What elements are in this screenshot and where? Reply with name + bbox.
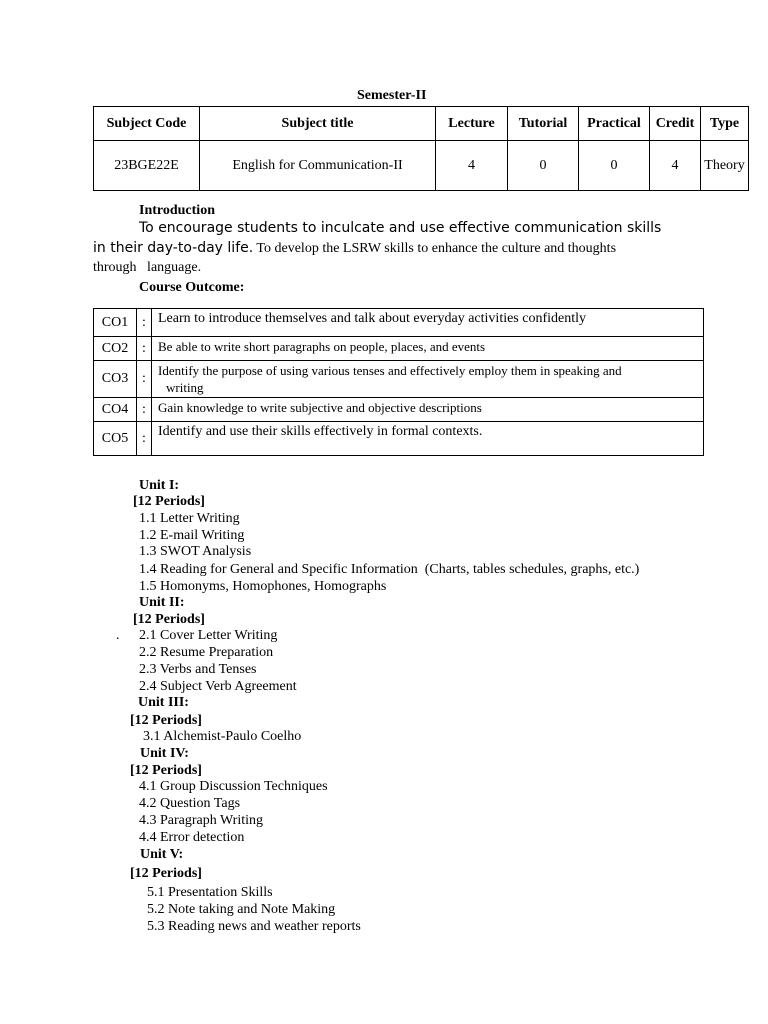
course-outcome-heading: Course Outcome: — [139, 280, 245, 295]
unit-4-periods: [12 Periods] — [130, 763, 202, 778]
unit-5-item: 5.3 Reading news and weather reports — [147, 919, 361, 934]
co-colon: : — [137, 309, 152, 337]
header-tutorial: Tutorial — [508, 107, 579, 141]
header-subject-title: Subject title — [200, 107, 436, 141]
unit-2-item: 2.1 Cover Letter Writing — [139, 628, 278, 643]
unit-4-item: 4.1 Group Discussion Techniques — [139, 779, 328, 794]
unit-4-item: 4.3 Paragraph Writing — [139, 813, 263, 828]
header-practical: Practical — [579, 107, 650, 141]
unit-1-item: 1.4 Reading for General and Specific Information (Charts, tables schedules, graphs, etc.) — [139, 562, 640, 577]
co-code: CO4 — [94, 398, 137, 422]
subject-table-header-row — [94, 107, 749, 141]
co-colon: : — [137, 422, 152, 456]
co-description: Learn to introduce themselves and talk about everyday activities confidently — [152, 309, 704, 337]
cell-subject-code: 23BGE22E — [94, 141, 200, 191]
co-description: Gain knowledge to write subjective and objective descriptions — [152, 398, 704, 422]
co-code: CO5 — [94, 422, 137, 456]
co-row — [94, 337, 704, 361]
unit-1-item: 1.3 SWOT Analysis — [139, 544, 252, 559]
unit-2-item: 2.2 Resume Preparation — [139, 645, 274, 660]
introduction-heading: Introduction — [139, 203, 215, 218]
cell-subject-title: English for Communication-II — [200, 141, 436, 191]
co-colon: : — [137, 337, 152, 361]
cell-lecture: 4 — [436, 141, 508, 191]
unit-5-item: 5.1 Presentation Skills — [147, 885, 273, 900]
header-type: Type — [701, 107, 749, 141]
co-description: Be able to write short paragraphs on people, places, and events — [152, 337, 704, 361]
unit-4-item: 4.2 Question Tags — [139, 796, 241, 811]
co-row — [94, 398, 704, 422]
unit-2-item: 2.4 Subject Verb Agreement — [139, 679, 297, 694]
unit-1-periods: [12 Periods] — [133, 494, 205, 509]
cell-practical: 0 — [579, 141, 650, 191]
subject-table-row — [94, 141, 749, 191]
co-description — [152, 361, 704, 398]
introduction-line-2b: To develop the LSRW skills to enhance the culture and thoughts — [253, 241, 617, 256]
co-code: CO2 — [94, 337, 137, 361]
co-row — [94, 361, 704, 398]
co-colon: : — [137, 361, 152, 398]
subject-table — [93, 106, 749, 191]
introduction-line-1: To encourage students to inculcate and use effective communication skills — [139, 220, 662, 236]
cell-tutorial: 0 — [508, 141, 579, 191]
unit-4-title: Unit IV: — [140, 746, 189, 761]
unit-3-periods: [12 Periods] — [130, 713, 202, 728]
introduction-line-2 — [93, 240, 616, 257]
unit-4-item: 4.4 Error detection — [139, 830, 245, 845]
unit-1-item: 1.1 Letter Writing — [139, 511, 240, 526]
co-description-line-1: Identify the purpose of using various tenses and effectively employ them in speaking and — [158, 363, 622, 378]
unit-3-title: Unit III: — [138, 695, 189, 710]
unit-2-item: 2.3 Verbs and Tenses — [139, 662, 257, 677]
co-row — [94, 309, 704, 337]
header-subject-code: Subject Code — [94, 107, 200, 141]
unit-5-periods: [12 Periods] — [130, 866, 202, 881]
unit-1-item: 1.5 Homonyms, Homophones, Homographs — [139, 579, 387, 594]
semester-title: Semester-II — [357, 88, 427, 103]
unit-1-title: Unit I: — [139, 478, 180, 493]
introduction-line-3: through language. — [93, 260, 202, 275]
co-code: CO3 — [94, 361, 137, 398]
header-credit: Credit — [650, 107, 701, 141]
stray-dot: . — [116, 628, 120, 643]
co-description: Identify and use their skills effectively in formal contexts. — [152, 422, 704, 456]
unit-2-periods: [12 Periods] — [133, 612, 205, 627]
co-row — [94, 422, 704, 456]
co-description-line-2: writing — [166, 380, 204, 395]
unit-1-item: 1.2 E-mail Writing — [139, 528, 245, 543]
unit-5-title: Unit V: — [140, 847, 184, 862]
co-code: CO1 — [94, 309, 137, 337]
unit-2-title: Unit II: — [139, 595, 185, 610]
header-lecture: Lecture — [436, 107, 508, 141]
introduction-line-2a: in their day-to-day life. — [93, 240, 254, 256]
unit-3-item: 3.1 Alchemist-Paulo Coelho — [143, 729, 302, 744]
course-outcome-table — [93, 308, 704, 456]
cell-credit: 4 — [650, 141, 701, 191]
cell-type: Theory — [701, 141, 749, 191]
unit-5-item: 5.2 Note taking and Note Making — [147, 902, 336, 917]
co-colon: : — [137, 398, 152, 422]
